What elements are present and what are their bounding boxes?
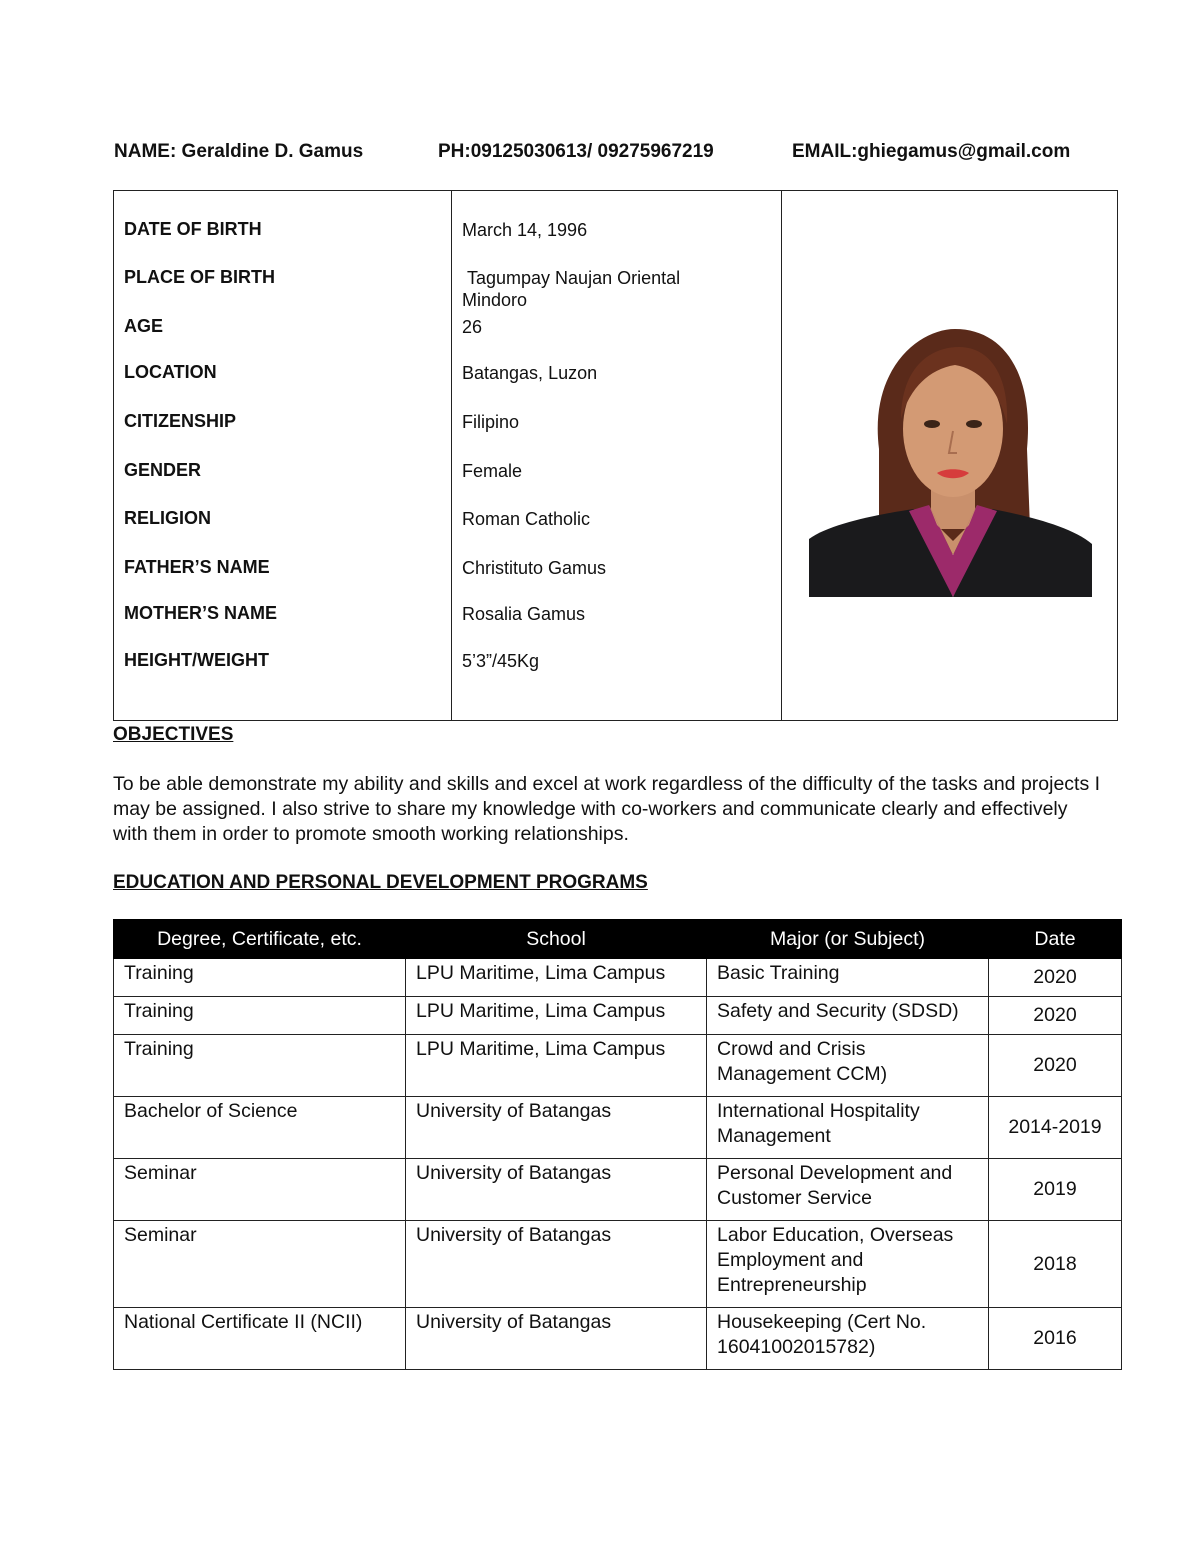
column-header-degree: Degree, Certificate, etc.	[114, 920, 406, 959]
objectives-text: To be able demonstrate my ability and skills and excel at work regardless of the difficulty of the tasks and projects I may be assigned. I also strive to share my knowledge with co-workers and communicate clearly and effectively with them in order to promote smooth working relationships.	[113, 773, 1101, 845]
table-row	[114, 997, 1122, 1035]
cell-school: University of Batangas	[406, 1308, 707, 1370]
cell-date: 2020	[989, 959, 1122, 997]
column-divider	[451, 191, 452, 720]
info-label: FATHER’S NAME	[124, 557, 270, 577]
cell-date: 2016	[989, 1308, 1122, 1370]
cell-degree: Bachelor of Science	[114, 1097, 406, 1159]
table-row	[114, 1308, 1122, 1370]
cell-major: Basic Training	[707, 959, 989, 997]
education-heading: EDUCATION AND PERSONAL DEVELOPMENT PROGRAMS	[113, 872, 648, 893]
applicant-name: NAME: Geraldine D. Gamus	[114, 141, 364, 162]
cell-degree: Seminar	[114, 1159, 406, 1221]
cell-major: Personal Development and Customer Service	[707, 1159, 989, 1221]
info-value: Rosalia Gamus	[462, 604, 586, 624]
applicant-photo	[809, 329, 1092, 597]
cell-major: Crowd and Crisis Management CCM)	[707, 1035, 989, 1097]
cell-school: University of Batangas	[406, 1097, 707, 1159]
cell-major: Labor Education, Overseas Employment and Entrepreneurship	[707, 1221, 989, 1308]
info-value: Batangas, Luzon	[462, 363, 598, 383]
cell-major: Safety and Security (SDSD)	[707, 997, 989, 1035]
info-label: DATE OF BIRTH	[124, 219, 262, 239]
table-header-row	[114, 920, 1122, 959]
column-header-date: Date	[989, 920, 1122, 959]
applicant-phone: PH:09125030613/ 09275967219	[438, 141, 714, 162]
info-label: LOCATION	[124, 362, 217, 382]
info-value: March 14, 1996	[462, 220, 588, 240]
cell-school: LPU Maritime, Lima Campus	[406, 1035, 707, 1097]
info-value: Christituto Gamus	[462, 558, 607, 578]
info-value: 5’3”/45Kg	[462, 651, 540, 671]
table-row	[114, 1035, 1122, 1097]
info-label: HEIGHT/WEIGHT	[124, 650, 269, 670]
cell-school: LPU Maritime, Lima Campus	[406, 959, 707, 997]
info-label: MOTHER’S NAME	[124, 603, 277, 623]
info-value: 26	[462, 317, 483, 337]
personal-info-box	[113, 190, 1118, 721]
info-value: Tagumpay Naujan Oriental Mindoro	[462, 268, 681, 310]
info-label: GENDER	[124, 460, 202, 480]
cell-date: 2014-2019	[989, 1097, 1122, 1159]
info-value: Female	[462, 461, 523, 481]
applicant-email: EMAIL:ghiegamus@gmail.com	[792, 141, 1071, 162]
table-row	[114, 1221, 1122, 1308]
cell-date: 2018	[989, 1221, 1122, 1308]
cell-degree: Seminar	[114, 1221, 406, 1308]
table-row	[114, 1159, 1122, 1221]
cell-degree: Training	[114, 1035, 406, 1097]
cell-date: 2020	[989, 997, 1122, 1035]
info-value: Roman Catholic	[462, 509, 591, 529]
info-label: PLACE OF BIRTH	[124, 267, 275, 287]
table-row	[114, 1097, 1122, 1159]
cell-school: University of Batangas	[406, 1159, 707, 1221]
cell-degree: National Certificate II (NCII)	[114, 1308, 406, 1370]
resume-header	[114, 141, 1114, 167]
cell-degree: Training	[114, 959, 406, 997]
info-value: Filipino	[462, 412, 520, 432]
cell-major: Housekeeping (Cert No. 16041002015782)	[707, 1308, 989, 1370]
info-label: AGE	[124, 316, 164, 336]
column-header-major: Major (or Subject)	[707, 920, 989, 959]
cell-date: 2019	[989, 1159, 1122, 1221]
cell-school: LPU Maritime, Lima Campus	[406, 997, 707, 1035]
info-label: CITIZENSHIP	[124, 411, 237, 431]
column-header-school: School	[406, 920, 707, 959]
info-label: RELIGION	[124, 508, 212, 528]
cell-school: University of Batangas	[406, 1221, 707, 1308]
objectives-heading: OBJECTIVES	[113, 724, 234, 745]
cell-date: 2020	[989, 1035, 1122, 1097]
education-table	[113, 919, 1122, 1370]
cell-major: International Hospitality Management	[707, 1097, 989, 1159]
column-divider	[781, 191, 782, 720]
cell-degree: Training	[114, 997, 406, 1035]
table-row	[114, 959, 1122, 997]
